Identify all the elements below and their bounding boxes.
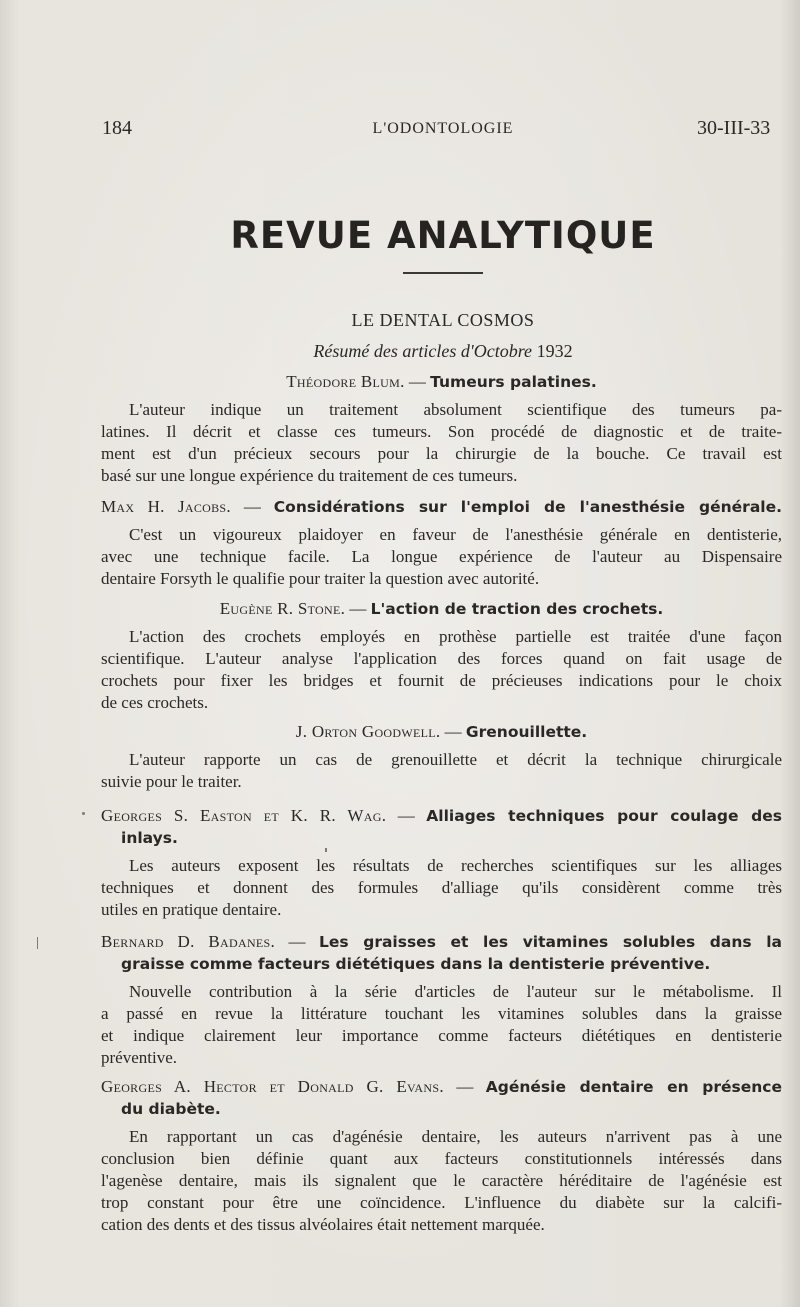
- body-line: l'agenèse dentaire, mais ils signalent que le caractère héréditaire de l'agénésie est: [101, 1171, 782, 1190]
- issue-date: 30-III-33: [697, 117, 771, 139]
- article-heading: [101, 1076, 782, 1120]
- article-author: Bernard D. Badanes.: [101, 932, 276, 951]
- body-line: basé sur une longue expérience du traitement de ces tumeurs.: [101, 466, 518, 485]
- article-heading: [101, 598, 782, 620]
- article-heading: [101, 371, 782, 393]
- article-topic: Alliages techniques pour coulage des: [426, 807, 782, 825]
- article-separator: —: [440, 722, 466, 741]
- body-line: Nouvelle contribution à la série d'articles de l'auteur sur le métabolisme. Il: [129, 982, 782, 1001]
- body-line: utiles en pratique dentaire.: [101, 900, 282, 919]
- article-topic-continued: graisse comme facteurs diététiques dans la dentisterie préventive.: [121, 955, 711, 973]
- article-3: [101, 598, 782, 714]
- article-body: [101, 749, 782, 793]
- article-author: J. Orton Goodwell.: [295, 722, 441, 741]
- article-5: [101, 805, 782, 921]
- title-rule: [403, 272, 483, 274]
- body-line: trop constant pour être une coïncidence. L'influence du diabète sur la calcifi-: [101, 1193, 782, 1212]
- article-author: Eugène R. Stone.: [219, 599, 346, 618]
- body-line: crochets pour fixer les bridges et fournit de précieuses indications pour le choix: [101, 671, 782, 690]
- article-topic: L'action de traction des crochets.: [370, 600, 664, 618]
- body-line: L'action des crochets employés en prothèse partielle est traitée d'une façon: [129, 627, 782, 646]
- article-2: [101, 496, 782, 590]
- body-line: suivie pour le traiter.: [101, 772, 242, 791]
- article-separator: —: [345, 599, 371, 618]
- page-title: REVUE ANALYTIQUE: [230, 214, 656, 257]
- article-body: [101, 399, 782, 487]
- article-author: Georges S. Easton et K. R. Wag.: [101, 806, 387, 825]
- article-1: [101, 371, 782, 487]
- article-topic: Tumeurs palatines.: [430, 373, 597, 391]
- body-line: préventive.: [101, 1048, 177, 1067]
- article-body: [101, 626, 782, 714]
- scan-speck: [325, 848, 327, 852]
- page-number: 184: [102, 117, 132, 139]
- article-author: Georges A. Hector et Donald G. Evans.: [101, 1077, 444, 1096]
- article-topic-continued: du diabète.: [121, 1100, 221, 1118]
- subtitle-text: Résumé des articles d'Octobre: [313, 341, 533, 361]
- body-line: techniques et donnent des formules d'alliage qu'ils considèrent comme très: [101, 878, 782, 897]
- article-author: Théodore Blum.: [286, 372, 405, 391]
- article-separator: —: [404, 372, 431, 391]
- body-line: avec une technique facile. La longue expérience de l'auteur au Dispensaire: [101, 547, 782, 566]
- heading-line: [101, 1076, 782, 1098]
- body-line: et indique clairement leur importance comme facteurs diététiques en dentisterie: [101, 1026, 782, 1045]
- section-subtitle: [0, 341, 800, 362]
- body-line: ment est d'un précieux secours pour la chirurgie de la bouche. Ce travail est: [101, 444, 782, 463]
- subtitle-year: 1932: [536, 341, 573, 361]
- body-line: cation des dents et des tissus alvéolaires était nettement marquée.: [101, 1215, 545, 1234]
- article-7: [101, 1076, 782, 1236]
- article-separator: —: [443, 1077, 486, 1096]
- body-line: de ces crochets.: [101, 693, 209, 712]
- article-heading: [101, 721, 782, 743]
- body-line: scientifique. L'auteur analyse l'application des forces quand on fait usage de: [101, 649, 782, 668]
- article-topic-continued: inlays.: [121, 829, 178, 847]
- body-line: dentaire Forsyth le qualifie pour traiter la question avec autorité.: [101, 569, 540, 588]
- article-separator: —: [275, 932, 319, 951]
- body-line: C'est un vigoureux plaidoyer en faveur de l'anesthésie générale en dentisterie,: [129, 525, 782, 544]
- journal-name: LE DENTAL COSMOS: [351, 310, 535, 330]
- article-topic: Les graisses et les vitamines solubles dans la: [319, 933, 782, 951]
- article-6: [101, 931, 782, 1069]
- article-4: [101, 721, 782, 793]
- heading-line: [101, 805, 782, 827]
- article-body: [101, 524, 782, 590]
- article-heading: [101, 805, 782, 849]
- body-line: L'auteur indique un traitement absolument scientifique des tumeurs pa-: [129, 400, 782, 419]
- body-line: En rapportant un cas d'agénésie dentaire, les auteurs n'arrivent pas à une: [129, 1127, 782, 1146]
- body-line: a passé en revue la littérature touchant les vitamines solubles dans la graisse: [101, 1004, 782, 1023]
- article-body: [101, 981, 782, 1069]
- article-heading: [101, 496, 782, 518]
- article-topic: Agénésie dentaire en présence: [485, 1078, 782, 1096]
- scan-speck: [37, 937, 38, 949]
- article-separator: —: [386, 806, 427, 825]
- article-body: [101, 1126, 782, 1236]
- article-separator: —: [230, 497, 274, 516]
- article-topic: Grenouillette.: [465, 723, 588, 741]
- body-line: Les auteurs exposent les résultats de recherches scientifiques sur les alliages: [129, 856, 782, 875]
- article-topic: Considérations sur l'emploi de l'anesthésie générale.: [273, 498, 783, 516]
- body-line: latines. Il décrit et classe ces tumeurs. Son procédé de diagnostic et de traite-: [101, 422, 782, 441]
- scan-speck: [82, 812, 85, 815]
- body-line: L'auteur rapporte un cas de grenouillette et décrit la technique chirurgicale: [129, 750, 782, 769]
- running-title: L'ODONTOLOGIE: [372, 120, 514, 137]
- article-body: [101, 855, 782, 921]
- body-line: conclusion bien définie quant aux facteurs constitutionnels intéressés dans: [101, 1149, 782, 1168]
- article-author: Max H. Jacobs.: [101, 497, 231, 516]
- article-heading: [101, 931, 782, 975]
- heading-line: [101, 931, 782, 953]
